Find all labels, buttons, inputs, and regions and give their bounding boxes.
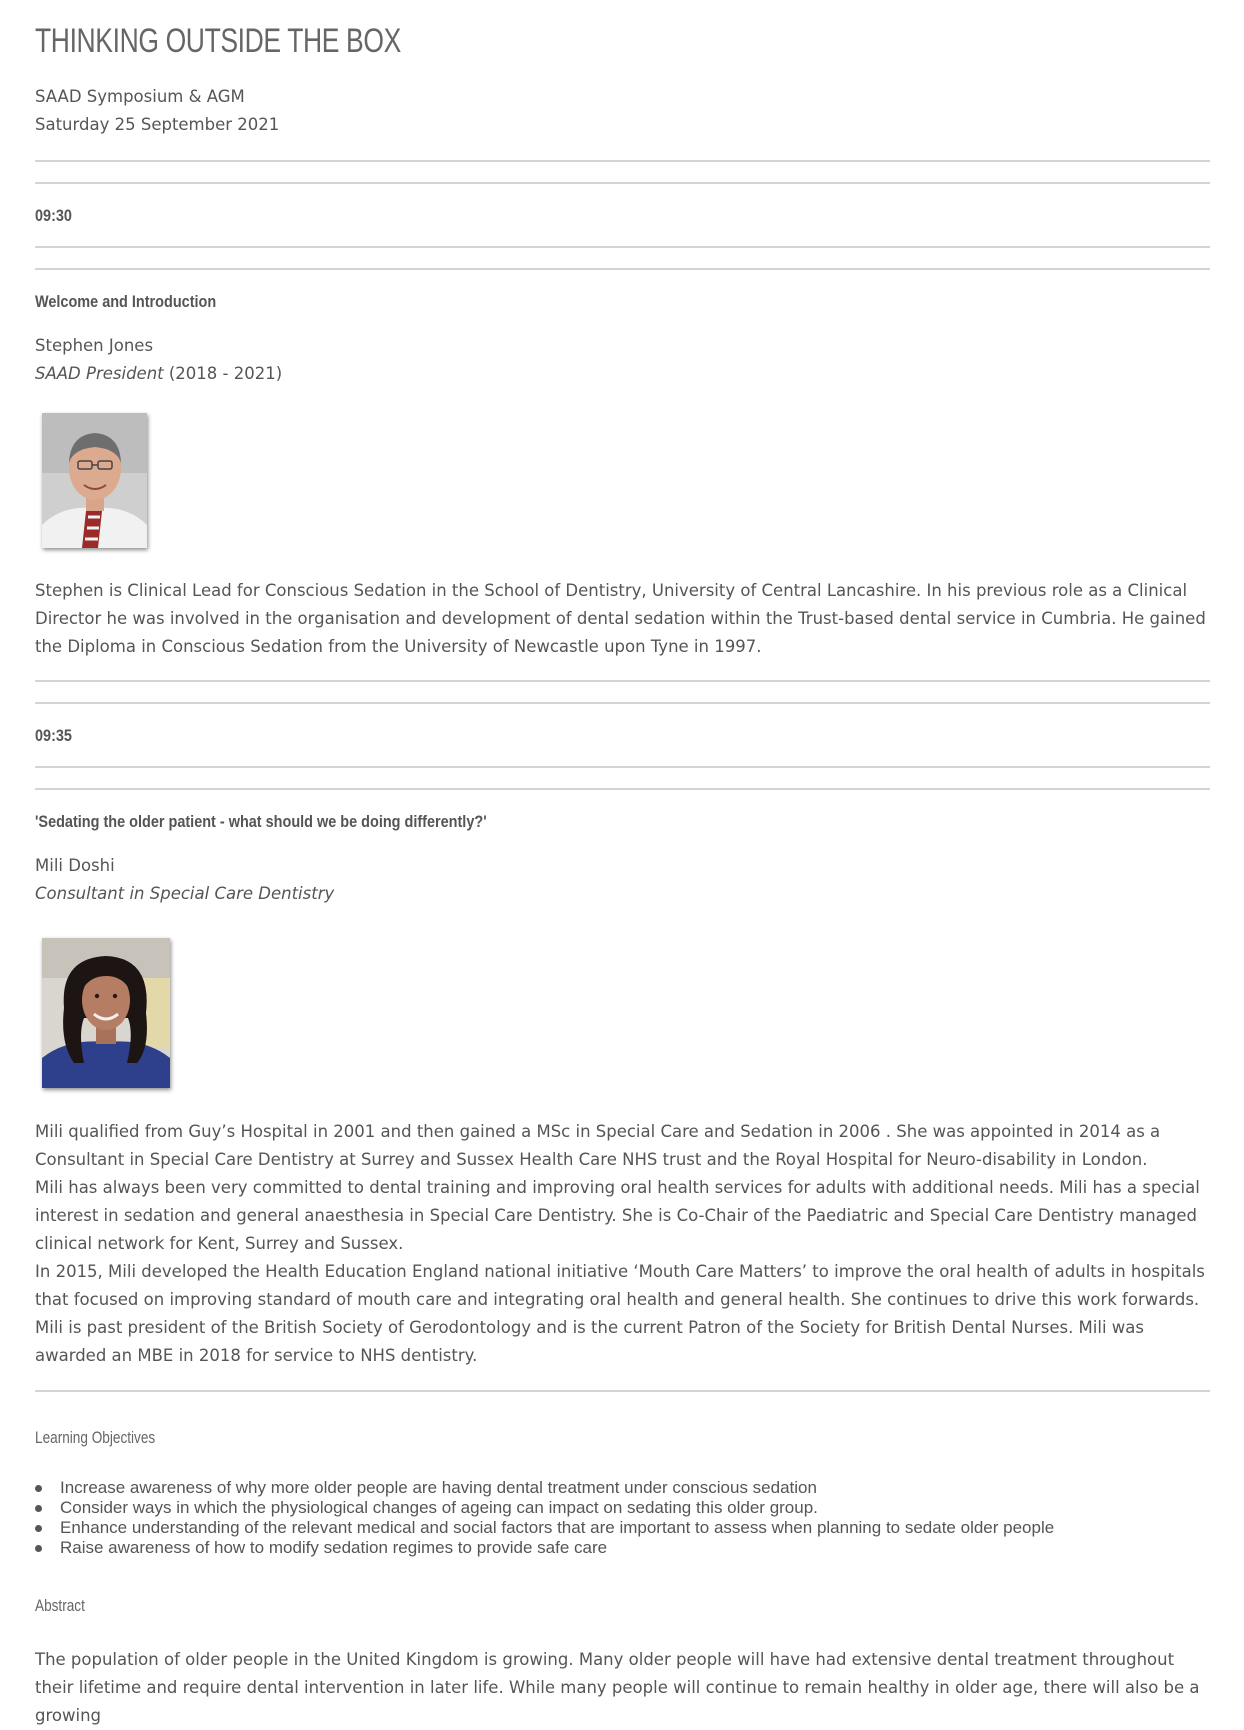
divider bbox=[35, 268, 1210, 270]
speaker-role-title: Consultant in Special Care Dentistry bbox=[35, 884, 335, 903]
bullet-icon bbox=[35, 1485, 42, 1492]
divider bbox=[35, 766, 1210, 768]
speaker-role bbox=[35, 364, 282, 383]
bullet-icon bbox=[35, 1505, 42, 1512]
divider bbox=[35, 1390, 1210, 1392]
speaker-role-years: (2018 - 2021) bbox=[163, 364, 283, 383]
bio-paragraph: Mili is past president of the British Society of Gerodontology and is the current Patron of the Society for British Dental Nurses. Mili was awarded an MBE in 2018 for service to NHS dentistry. bbox=[35, 1318, 1144, 1365]
session-time: 09:35 bbox=[35, 726, 72, 745]
list-item bbox=[35, 1538, 1054, 1558]
divider bbox=[35, 702, 1210, 704]
bio-paragraph: Mili has always been very committed to dental training and improving oral health services for adults with additional needs. Mili has a special interest in sedation and general anaesthesia in Special Care Dentistry. She is Co-Chair of the Paediatric and Special Care Dentistry managed clinical network for Kent, Surrey and Sussex. bbox=[35, 1178, 1200, 1253]
speaker-bio bbox=[35, 1118, 1210, 1370]
session-title: 'Sedating the older patient - what should we be doing differently?' bbox=[35, 812, 487, 831]
speaker-name: Stephen Jones bbox=[35, 336, 154, 355]
list-item bbox=[35, 1478, 1054, 1498]
divider bbox=[35, 182, 1210, 184]
divider bbox=[35, 160, 1210, 162]
learning-objectives-heading: Learning Objectives bbox=[35, 1428, 156, 1447]
objective-text: Consider ways in which the physiological changes of ageing can impact on sedating this older group. bbox=[60, 1498, 818, 1517]
divider bbox=[35, 680, 1210, 682]
session-title: Welcome and Introduction bbox=[35, 292, 217, 311]
event-date: Saturday 25 September 2021 bbox=[35, 115, 280, 134]
bio-paragraph: Stephen is Clinical Lead for Conscious Sedation in the School of Dentistry, University of Central Lancashire. In his previous role as a Clinical Director he was involved in the organisation and development of dental sedation within the Trust-based dental service in Cumbria. He gained the Diploma in Conscious Sedation from the University of Newcastle upon Tyne in 1997. bbox=[35, 581, 1206, 656]
abstract-text bbox=[35, 1646, 1210, 1730]
objective-text: Increase awareness of why more older people are having dental treatment under conscious sedation bbox=[60, 1478, 817, 1497]
objective-text: Enhance understanding of the relevant medical and social factors that are important to assess when planning to sedate older people bbox=[60, 1518, 1055, 1537]
bio-paragraph: In 2015, Mili developed the Health Education England national initiative ‘Mouth Care Matters’ to improve the oral health of adults in hospitals that focused on improving standard of mouth care and integrating oral health and general health. She continues to drive this work forwards. bbox=[35, 1262, 1205, 1309]
abstract-heading: Abstract bbox=[35, 1596, 85, 1615]
speaker-photo-mili-doshi bbox=[42, 938, 170, 1088]
speaker-name: Mili Doshi bbox=[35, 856, 115, 875]
list-item bbox=[35, 1498, 1054, 1518]
bio-paragraph: Mili qualified from Guy’s Hospital in 2001 and then gained a MSc in Special Care and Sedation in 2006 . She was appointed in 2014 as a Consultant in Special Care Dentistry at Surrey and Sussex Health Care NHS trust and the Royal Hospital for Neuro-disability in London. bbox=[35, 1122, 1161, 1169]
objective-text: Raise awareness of how to modify sedation regimes to provide safe care bbox=[60, 1538, 608, 1557]
speaker-role-title: SAAD President bbox=[35, 364, 164, 383]
abstract-paragraph: The population of older people in the United Kingdom is growing. Many older people will have had extensive dental treatment throughout their lifetime and require dental intervention in later life. While many people will continue to remain healthy in older age, there will also be a growing bbox=[35, 1650, 1200, 1725]
learning-objectives-list bbox=[35, 1478, 1054, 1558]
list-item bbox=[35, 1518, 1054, 1538]
divider bbox=[35, 246, 1210, 248]
portrait-image bbox=[42, 938, 170, 1088]
session-time: 09:30 bbox=[35, 206, 72, 225]
bullet-icon bbox=[35, 1525, 42, 1532]
page-title: THINKING OUTSIDE THE BOX bbox=[35, 22, 401, 60]
bullet-icon bbox=[35, 1545, 42, 1552]
speaker-role bbox=[35, 884, 334, 903]
speaker-photo-stephen-jones bbox=[42, 413, 147, 548]
event-name: SAAD Symposium & AGM bbox=[35, 87, 245, 106]
speaker-bio bbox=[35, 577, 1210, 661]
portrait-image bbox=[42, 413, 147, 548]
divider bbox=[35, 788, 1210, 790]
